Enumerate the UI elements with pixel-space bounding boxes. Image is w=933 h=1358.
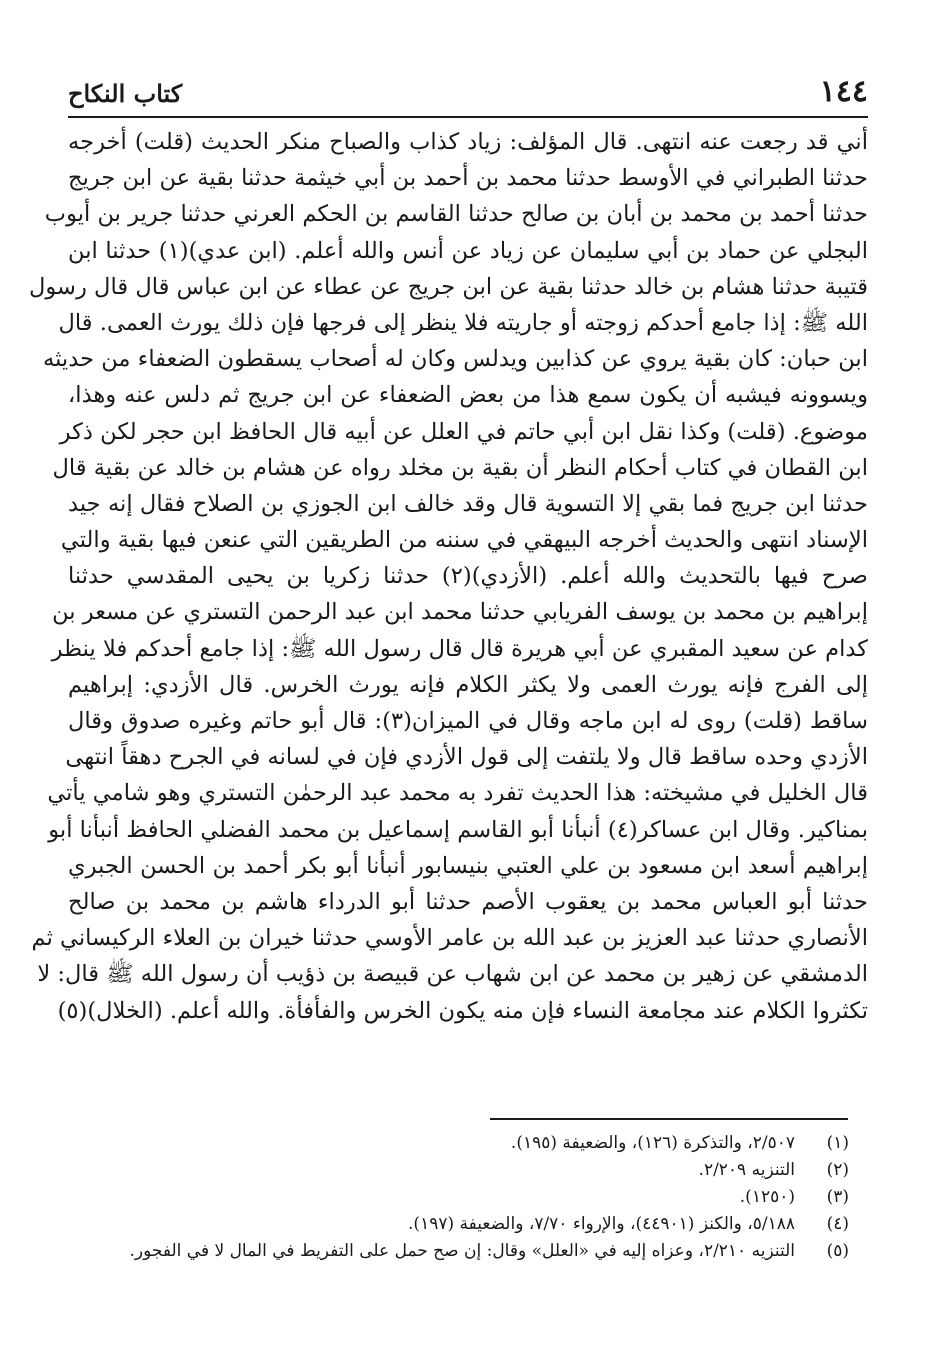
footnote-number: (٥) [826,1241,849,1261]
text-line: تكثروا الكلام عند مجامعة النساء فإن منه يكون الخرس والفأفأة. والله أعلم. (الخلال)(٥) [57,997,868,1024]
book-title: كتاب النكاح [68,79,183,108]
text-line: حدثنا أحمد بن محمد بن أبان بن صالح حدثنا القاسم بن الحكم العرني حدثنا جرير بن أيوب [44,201,868,228]
footnote-item [69,1184,849,1211]
text-line: الأزدي وحده ساقط قال ولا يلتفت إلى قول الأزدي فإن في لسانه في الجرح دهقاً انتهى [65,744,868,771]
text-line: الله ﷺ: إذا جامع أحدكم زوجته أو جاريته فلا ينظر إلى فرجها فإن ذلك يورث العمى. قال [58,309,868,336]
footnote-text: ٢/٥٠٧، والتذكرة (١٢٦)، والضعيفة (١٩٥). [510,1133,795,1153]
footnote-item [69,1157,849,1184]
footnote-number: (١) [826,1133,849,1153]
text-line: قال الخليل في مشيخته: هذا الحديث تفرد به محمد عبد الرحمٰن التستري وهو شامي يأتي [47,780,868,807]
text-line: حدثنا الطبراني في الأوسط حدثنا محمد بن أحمد بن أبي خيثمة حدثنا بقية عن ابن جريج [68,165,868,192]
footnote-text: التنزيه ٢/٢٠٩. [698,1160,795,1180]
text-line: البجلي عن حماد بن أبي سليمان عن زياد عن أنس والله أعلم. (ابن عدي)(١) حدثنا ابن [68,237,868,264]
page-header [68,72,868,118]
footnote-item [69,1211,849,1238]
text-line: كدام عن سعيد المقبري عن أبي هريرة قال قال رسول الله ﷺ: إذا جامع أحدكم فلا ينظر [51,635,868,662]
footnote-number: (٣) [826,1187,849,1207]
text-line: إلى الفرج فإنه يورث العمى ولا يكثر الكلام فإنه يورث الخرس. قال الأزدي: إبراهيم [68,671,868,698]
text-line: أني قد رجعت عنه انتهى. قال المؤلف: زياد كذاب والصباح منكر الحديث (قلت) أخرجه [68,129,868,155]
text-line: صرح فيها بالتحديث والله أعلم. (الأزدي)(٢) حدثنا زكريا بن يحيى المقدسي حدثنا [68,563,868,590]
text-line: الإسناد انتهى والحديث أخرجه البيهقي في سننه من الطريقين التي عنعن فيها بقية والتي [60,527,868,554]
text-line: الأنصاري حدثنا عبد العزيز بن عبد الله بن عامر الأوسي حدثنا خيران بن العلاء الركيساني ثم [31,925,868,952]
text-line: إبراهيم أسعد ابن مسعود بن علي العتبي بنيسابور أنبأنا أبو بكر أحمد بن الحسن الجبري [68,852,868,879]
main-text [28,124,868,1029]
footnote-text: (١٢٥٠). [739,1187,795,1207]
footnote-item [69,1130,849,1157]
text-line: ساقط (قلت) روى له ابن ماجه وقال في الميزان(٣): قال أبو حاتم وغيره صدوق وقال [68,708,868,734]
footnote-item [69,1238,849,1265]
footnote-divider [490,1118,848,1120]
text-line: إبراهيم بن محمد بن يوسف الفريابي حدثنا محمد ابن عبد الرحمن التستري عن مسعر بن [52,599,868,626]
text-line: موضوع. (قلت) وكذا نقل ابن أبي حاتم في العلل عن أبيه قال الحافظ ابن حجر لكن ذكر [59,418,868,445]
page-number: ١٤٤ [819,74,868,109]
text-line: حدثنا ابن جريج فما بقي إلا التسوية قال وقد خالف ابن الجوزي بن الصلاح فقال إنه جيد [68,490,868,517]
footnote-text: التنزيه ٢/٢١٠، وعزاه إليه في «العلل» وقال: إن صح حمل على التفريط في المال لا في الفجور. [129,1241,795,1261]
text-line: حدثنا أبو العباس محمد بن يعقوب الأصم حدثنا أبو الدرداء هاشم بن محمد بن صالح [68,888,868,915]
footnote-text: ٥/١٨٨، والكنز (٤٤٩٠١)، والإرواء ٧/٧٠، والضعيفة (١٩٧). [408,1214,795,1234]
text-line: ابن حبان: كان بقية يروي عن كذابين ويدلس وكان له أصحاب يسقطون الضعفاء من حديثه [43,346,868,373]
text-line: الدمشقي عن زهير بن محمد عن ابن شهاب عن قبيصة بن ذؤيب أن رسول الله ﷺ قال: لا [37,961,868,988]
text-line: قتيبة حدثنا هشام بن خالد حدثنا بقية عن ابن جريج عن عطاء عن ابن عباس قال قال رسول [28,273,868,300]
text-line: بمناكير. وقال ابن عساكر(٤) أنبأنا أبو القاسم إسماعيل بن محمد الفضلي الحافظ أنبأنا أبو [48,816,868,843]
text-line: ويسوونه فيشبه أن يكون سمع هذا من بعض الضعفاء عن ابن جريج ثم دلس عنه وهذا، [68,382,868,409]
text-line: ابن القطان في كتاب أحكام النظر أن بقية بن مخلد رواه عن هشام بن خالد عن بقية قال [52,454,868,481]
footnote-number: (٤) [826,1214,849,1234]
footnote-number: (٢) [826,1160,849,1180]
footnotes [69,1130,849,1265]
